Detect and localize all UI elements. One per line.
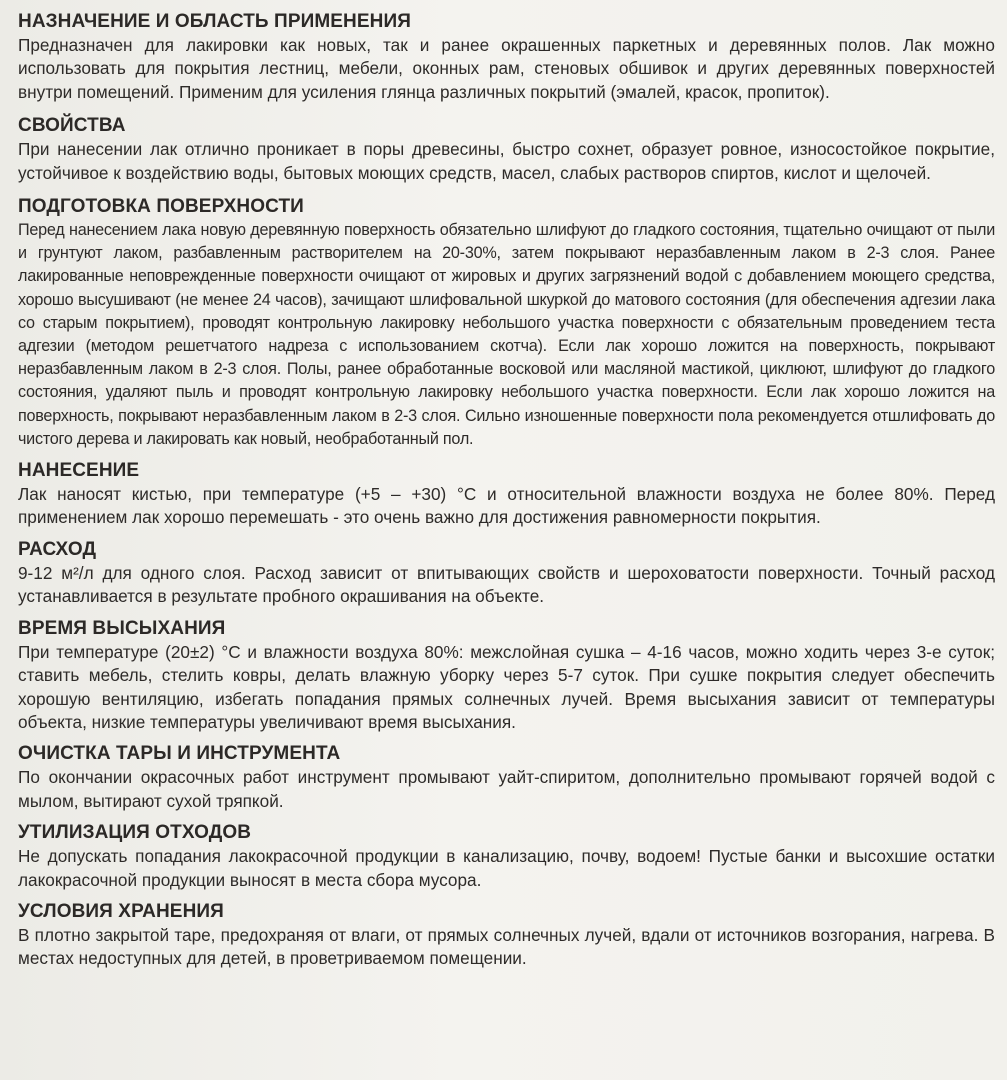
section-drying-time [18, 617, 995, 735]
section-text: 9-12 м²/л для одного слоя. Расход зависит от впитывающих свойств и шероховатости поверхности. Точный расход устанавливается в результате пробного окрашивания на объекте. [18, 562, 995, 607]
section-text: Не допускать попадания лакокрасочной продукции в канализацию, почву, водоем! Пустые банки и высохшие остатки лакокрасочной продукции выносят в места сбора мусора. [18, 846, 995, 890]
section-text: Перед нанесением лака новую деревянную поверхность обязательно шлифуют до гладкого состояния, тщательно очищают от пыли и грунтуют лаком, разбавленным растворителем на 20-30%, затем покрывают неразбавленным лаком в 2-3 слоя. Ранее лакированные неповрежденные поверхности очищают от жировых и других загрязнений водой с добавлением моющего средства, хорошо высушивают (не менее 24 часов), зачищают шлифовальной шкуркой до матового состояния (для обеспечения адгезии лака со старым покрытием), проводят контрольную лакировку небольшого участка поверхности с обязательным проведением теста адгезии (методом решетчатого надреза с использованием скотча). Если лак хорошо ложится на поверхность, покрывают неразбавленным лаком в 2-3 слоя. Полы, ранее обработанные восковой или масляной мастикой, циклюют, шлифуют до гладкого состояния, удаляют пыль и проводят контрольную лакировку небольшого участка поверхности. Если лак хорошо ложится на поверхность, покрывают неразбавленным лаком в 2-3 слоя. Сильно изношенные поверхности пола рекомендуется отшлифовать до чистого дерева и лакировать как новый, необработанный пол. [18, 221, 995, 448]
section-text: Предназначен для лакировки как новых, так и ранее окрашенных паркетных и деревянных полов. Лак можно использовать для покрытия лестниц, мебели, оконных рам, стеновых обшивок и других деревянных поверхностей внутри помещений. Применим для усиления глянца различных покрытий (эмалей, красок, пропиток). [18, 35, 995, 102]
section-surface-preparation [18, 195, 995, 451]
section-heading: ПОДГОТОВКА ПОВЕРХНОСТИ [18, 196, 304, 218]
section-text: При нанесении лак отлично проникает в поры древесины, быстро сохнет, образует ровное, износостойкое покрытие, устойчивое к воздействию воды, бытовых моющих средств, масел, слабых растворов спиртов, кислот и щелочей. [18, 139, 995, 183]
section-heading: УТИЛИЗАЦИЯ ОТХОДОВ [18, 822, 252, 844]
section-disposal [18, 821, 995, 892]
section-storage [18, 900, 995, 971]
section-consumption [18, 538, 995, 609]
section-heading: НАНЕСЕНИЕ [18, 460, 140, 482]
section-cleaning [18, 742, 995, 813]
section-text: По окончании окрасочных работ инструмент промывают уайт-спиритом, дополнительно промывают горячей водой с мылом, вытирают сухой тряпкой. [18, 767, 995, 811]
section-heading: ОЧИСТКА ТАРЫ И ИНСТРУМЕНТА [18, 743, 341, 765]
section-heading: УСЛОВИЯ ХРАНЕНИЯ [18, 900, 224, 922]
section-properties [18, 114, 995, 185]
section-heading: ВРЕМЯ ВЫСЫХАНИЯ [18, 617, 226, 639]
section-text: При температуре (20±2) °С и влажности воздуха 80%: межслойная сушка – 4-16 часов, можно ходить через 3-е суток; ставить мебель, стелить ковры, делать влажную уборку через 5-7 суток. При сушке покрытия следует обеспечить хорошую вентиляцию, избегать попадания прямых солнечных лучей. Время высыхания зависит от температуры объекта, низкие температуры увеличивают время высыхания. [18, 641, 995, 732]
section-text: В плотно закрытой таре, предохраняя от влаги, от прямых солнечных лучей, вдали от источников возгорания, нагрева. В местах недоступных для детей, в проветриваемом помещении. [18, 924, 995, 969]
section-heading: РАСХОД [18, 538, 97, 560]
section-heading: НАЗНАЧЕНИЕ И ОБЛАСТЬ ПРИМЕНЕНИЯ [18, 11, 411, 32]
section-text: Лак наносят кистью, при температуре (+5 – +30) °С и относительной влажности воздуха не более 80%. Перед применением лак хорошо перемешать - это очень важно для достижения равномерности покрытия. [18, 484, 995, 528]
section-purpose [18, 10, 995, 104]
section-heading: СВОЙСТВА [18, 115, 126, 137]
section-application [18, 459, 995, 530]
